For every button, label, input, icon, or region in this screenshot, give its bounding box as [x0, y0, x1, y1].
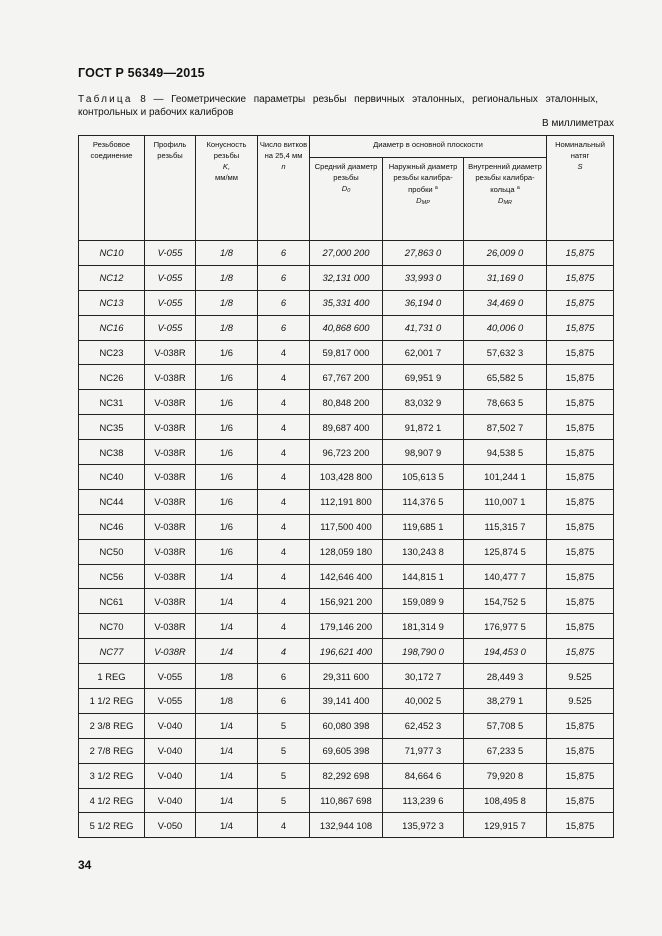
cell-profile: V-040 [145, 738, 196, 763]
cell-inner-diameter: 79,920 8 [464, 763, 547, 788]
cell-connection: 1 1/2 REG [79, 689, 145, 714]
cell-pitch-diameter: 67,767 200 [310, 365, 383, 390]
cell-taper: 1/6 [196, 365, 258, 390]
cell-outer-diameter: 119,685 1 [383, 514, 464, 539]
cell-standoff: 15,875 [547, 365, 614, 390]
cell-outer-diameter: 135,972 3 [383, 813, 464, 838]
cell-threads: 4 [258, 440, 310, 465]
cell-connection: 5 1/2 REG [79, 813, 145, 838]
cell-outer-diameter: 62,001 7 [383, 340, 464, 365]
caption-label: Таблица [78, 94, 133, 105]
cell-profile: V-040 [145, 788, 196, 813]
cell-outer-diameter: 130,243 8 [383, 539, 464, 564]
header-outer-footnote: a [434, 185, 438, 191]
cell-standoff: 15,875 [547, 241, 614, 266]
table-row [79, 290, 614, 315]
cell-taper: 1/6 [196, 489, 258, 514]
cell-outer-diameter: 198,790 0 [383, 639, 464, 664]
cell-pitch-diameter: 117,500 400 [310, 514, 383, 539]
cell-outer-diameter: 71,977 3 [383, 738, 464, 763]
cell-threads: 4 [258, 614, 310, 639]
cell-inner-diameter: 140,477 7 [464, 564, 547, 589]
cell-inner-diameter: 94,538 5 [464, 440, 547, 465]
table-row [79, 713, 614, 738]
header-taper-label: Конусность резьбы [206, 140, 247, 160]
cell-profile: V-050 [145, 813, 196, 838]
cell-profile: V-055 [145, 290, 196, 315]
header-outer-label: Наружный диаметр резьбы калибра-пробки [388, 162, 458, 194]
cell-outer-diameter: 83,032 9 [383, 390, 464, 415]
cell-profile: V-038R [145, 489, 196, 514]
cell-pitch-diameter: 142,646 400 [310, 564, 383, 589]
cell-pitch-diameter: 96,723 200 [310, 440, 383, 465]
cell-standoff: 9.525 [547, 689, 614, 714]
cell-taper: 1/6 [196, 340, 258, 365]
cell-taper: 1/6 [196, 539, 258, 564]
cell-standoff: 15,875 [547, 440, 614, 465]
cell-outer-diameter: 159,089 9 [383, 589, 464, 614]
table-row [79, 315, 614, 340]
table-body [79, 241, 614, 838]
cell-taper: 1/8 [196, 265, 258, 290]
cell-taper: 1/6 [196, 440, 258, 465]
cell-inner-diameter: 67,233 5 [464, 738, 547, 763]
cell-threads: 5 [258, 788, 310, 813]
cell-connection: 3 1/2 REG [79, 763, 145, 788]
cell-standoff: 15,875 [547, 589, 614, 614]
cell-pitch-diameter: 59,817 000 [310, 340, 383, 365]
cell-standoff: 15,875 [547, 639, 614, 664]
cell-threads: 5 [258, 713, 310, 738]
cell-inner-diameter: 110,007 1 [464, 489, 547, 514]
header-outer-symbol: D [416, 196, 422, 205]
cell-outer-diameter: 144,815 1 [383, 564, 464, 589]
table-row [79, 489, 614, 514]
cell-pitch-diameter: 110,867 698 [310, 788, 383, 813]
cell-pitch-diameter: 32,131 000 [310, 265, 383, 290]
cell-standoff: 15,875 [547, 763, 614, 788]
header-profile-label: Профиль резьбы [153, 140, 187, 160]
cell-taper: 1/6 [196, 465, 258, 490]
cell-inner-diameter: 57,632 3 [464, 340, 547, 365]
table-row [79, 763, 614, 788]
header-outer-diameter [383, 158, 464, 241]
cell-inner-diameter: 194,453 0 [464, 639, 547, 664]
table-row [79, 539, 614, 564]
header-inner-footnote: a [516, 185, 520, 191]
units-note: В миллиметрах [542, 118, 614, 129]
cell-taper: 1/4 [196, 813, 258, 838]
cell-connection: NC46 [79, 514, 145, 539]
cell-profile: V-038R [145, 365, 196, 390]
cell-profile: V-055 [145, 265, 196, 290]
cell-connection: NC35 [79, 415, 145, 440]
cell-threads: 4 [258, 639, 310, 664]
header-diameter-group-label: Диаметр в основной плоскости [373, 140, 483, 149]
cell-standoff: 15,875 [547, 315, 614, 340]
cell-connection: NC31 [79, 390, 145, 415]
cell-threads: 5 [258, 738, 310, 763]
cell-connection: NC56 [79, 564, 145, 589]
cell-profile: V-055 [145, 241, 196, 266]
cell-taper: 1/4 [196, 639, 258, 664]
cell-threads: 4 [258, 390, 310, 415]
cell-pitch-diameter: 112,191 800 [310, 489, 383, 514]
cell-taper: 1/4 [196, 614, 258, 639]
cell-taper: 1/4 [196, 589, 258, 614]
cell-profile: V-038R [145, 440, 196, 465]
cell-profile: V-038R [145, 589, 196, 614]
table-row [79, 788, 614, 813]
cell-inner-diameter: 65,582 5 [464, 365, 547, 390]
cell-taper: 1/6 [196, 514, 258, 539]
cell-taper: 1/4 [196, 713, 258, 738]
header-pitch-symbol: D [341, 184, 348, 193]
table-row [79, 689, 614, 714]
cell-standoff: 15,875 [547, 415, 614, 440]
cell-standoff: 15,875 [547, 390, 614, 415]
cell-threads: 4 [258, 539, 310, 564]
cell-pitch-diameter: 35,331 400 [310, 290, 383, 315]
cell-profile: V-038R [145, 340, 196, 365]
cell-inner-diameter: 31,169 0 [464, 265, 547, 290]
header-taper-symbol: K, [222, 162, 231, 171]
cell-pitch-diameter: 82,292 698 [310, 763, 383, 788]
cell-outer-diameter: 181,314 9 [383, 614, 464, 639]
cell-pitch-diameter: 156,921 200 [310, 589, 383, 614]
cell-outer-diameter: 27,863 0 [383, 241, 464, 266]
cell-standoff: 15,875 [547, 489, 614, 514]
cell-inner-diameter: 101,244 1 [464, 465, 547, 490]
cell-inner-diameter: 34,469 0 [464, 290, 547, 315]
header-diameter-group [310, 136, 547, 158]
cell-connection: NC13 [79, 290, 145, 315]
cell-standoff: 15,875 [547, 290, 614, 315]
table-row [79, 614, 614, 639]
cell-outer-diameter: 91,872 1 [383, 415, 464, 440]
header-profile [145, 136, 196, 241]
cell-outer-diameter: 33,993 0 [383, 265, 464, 290]
cell-inner-diameter: 28,449 3 [464, 664, 547, 689]
cell-profile: V-055 [145, 664, 196, 689]
cell-threads: 6 [258, 290, 310, 315]
standard-header: ГОСТ Р 56349—2015 [78, 66, 205, 80]
cell-taper: 1/4 [196, 763, 258, 788]
cell-profile: V-038R [145, 465, 196, 490]
cell-connection: NC12 [79, 265, 145, 290]
cell-profile: V-038R [145, 564, 196, 589]
cell-threads: 4 [258, 489, 310, 514]
header-outer-subscript: MP [421, 200, 430, 206]
cell-profile: V-038R [145, 639, 196, 664]
cell-pitch-diameter: 196,621 400 [310, 639, 383, 664]
cell-outer-diameter: 30,172 7 [383, 664, 464, 689]
header-threads-label: Число витков на 25,4 мм [259, 140, 308, 160]
cell-pitch-diameter: 60,080 398 [310, 713, 383, 738]
cell-profile: V-038R [145, 390, 196, 415]
cell-taper: 1/8 [196, 315, 258, 340]
cell-standoff: 15,875 [547, 564, 614, 589]
table-row [79, 365, 614, 390]
cell-pitch-diameter: 69,605 398 [310, 738, 383, 763]
cell-connection: NC38 [79, 440, 145, 465]
header-pitch-subscript: 0 [347, 188, 351, 194]
table-row [79, 390, 614, 415]
cell-standoff: 15,875 [547, 738, 614, 763]
header-threads-symbol: n [281, 162, 286, 171]
header-inner-symbol: D [497, 196, 504, 205]
cell-pitch-diameter: 39,141 400 [310, 689, 383, 714]
cell-threads: 4 [258, 813, 310, 838]
table-row [79, 440, 614, 465]
cell-taper: 1/6 [196, 390, 258, 415]
table-row [79, 265, 614, 290]
cell-threads: 4 [258, 465, 310, 490]
cell-standoff: 15,875 [547, 539, 614, 564]
cell-connection: NC40 [79, 465, 145, 490]
cell-inner-diameter: 40,006 0 [464, 315, 547, 340]
cell-inner-diameter: 87,502 7 [464, 415, 547, 440]
cell-connection: 2 3/8 REG [79, 713, 145, 738]
cell-connection: NC50 [79, 539, 145, 564]
cell-threads: 4 [258, 415, 310, 440]
cell-outer-diameter: 114,376 5 [383, 489, 464, 514]
cell-taper: 1/8 [196, 290, 258, 315]
cell-outer-diameter: 36,194 0 [383, 290, 464, 315]
cell-threads: 6 [258, 241, 310, 266]
table-caption [78, 93, 598, 119]
cell-threads: 6 [258, 315, 310, 340]
header-taper [196, 136, 258, 241]
cell-taper: 1/8 [196, 664, 258, 689]
cell-threads: 4 [258, 514, 310, 539]
cell-pitch-diameter: 128,059 180 [310, 539, 383, 564]
cell-pitch-diameter: 103,428 800 [310, 465, 383, 490]
header-connection [79, 136, 145, 241]
cell-connection: NC26 [79, 365, 145, 390]
cell-inner-diameter: 78,663 5 [464, 390, 547, 415]
cell-taper: 1/8 [196, 241, 258, 266]
caption-number: 8 [140, 94, 146, 105]
cell-threads: 6 [258, 664, 310, 689]
cell-outer-diameter: 113,239 6 [383, 788, 464, 813]
cell-outer-diameter: 84,664 6 [383, 763, 464, 788]
thread-parameters-table [78, 135, 614, 838]
cell-standoff: 15,875 [547, 788, 614, 813]
cell-pitch-diameter: 179,146 200 [310, 614, 383, 639]
table-row [79, 639, 614, 664]
header-pitch-diameter [310, 158, 383, 241]
cell-threads: 4 [258, 340, 310, 365]
header-standoff-label: Номинальный натяг [555, 140, 605, 160]
cell-inner-diameter: 176,977 5 [464, 614, 547, 639]
cell-connection: NC23 [79, 340, 145, 365]
table-row [79, 241, 614, 266]
cell-standoff: 9.525 [547, 664, 614, 689]
cell-pitch-diameter: 89,687 400 [310, 415, 383, 440]
cell-profile: V-038R [145, 614, 196, 639]
cell-standoff: 15,875 [547, 813, 614, 838]
cell-taper: 1/4 [196, 564, 258, 589]
header-standoff [547, 136, 614, 241]
cell-outer-diameter: 105,613 5 [383, 465, 464, 490]
cell-standoff: 15,875 [547, 614, 614, 639]
header-connection-label: Резьбовое соединение [90, 140, 133, 160]
cell-outer-diameter: 40,002 5 [383, 689, 464, 714]
cell-taper: 1/4 [196, 788, 258, 813]
cell-threads: 4 [258, 564, 310, 589]
cell-profile: V-040 [145, 763, 196, 788]
cell-threads: 6 [258, 689, 310, 714]
cell-connection: 4 1/2 REG [79, 788, 145, 813]
cell-profile: V-055 [145, 689, 196, 714]
cell-taper: 1/6 [196, 415, 258, 440]
cell-standoff: 15,875 [547, 265, 614, 290]
cell-taper: 1/4 [196, 738, 258, 763]
cell-pitch-diameter: 40,868 600 [310, 315, 383, 340]
cell-connection: NC70 [79, 614, 145, 639]
cell-connection: 1 REG [79, 664, 145, 689]
cell-standoff: 15,875 [547, 465, 614, 490]
cell-inner-diameter: 154,752 5 [464, 589, 547, 614]
cell-inner-diameter: 115,315 7 [464, 514, 547, 539]
page-number: 34 [78, 858, 92, 872]
cell-threads: 4 [258, 589, 310, 614]
cell-standoff: 15,875 [547, 713, 614, 738]
table-row [79, 813, 614, 838]
table-row [79, 340, 614, 365]
table-row [79, 415, 614, 440]
cell-connection: NC16 [79, 315, 145, 340]
cell-connection: 2 7/8 REG [79, 738, 145, 763]
cell-pitch-diameter: 132,944 108 [310, 813, 383, 838]
table-row [79, 465, 614, 490]
cell-profile: V-038R [145, 539, 196, 564]
cell-profile: V-055 [145, 315, 196, 340]
cell-connection: NC77 [79, 639, 145, 664]
cell-connection: NC44 [79, 489, 145, 514]
cell-outer-diameter: 98,907 9 [383, 440, 464, 465]
cell-pitch-diameter: 80,848 200 [310, 390, 383, 415]
cell-pitch-diameter: 27,000 200 [310, 241, 383, 266]
cell-threads: 6 [258, 265, 310, 290]
cell-outer-diameter: 62,452 3 [383, 713, 464, 738]
table-row [79, 514, 614, 539]
cell-outer-diameter: 41,731 0 [383, 315, 464, 340]
header-taper-unit: мм/мм [215, 173, 238, 182]
cell-inner-diameter: 108,495 8 [464, 788, 547, 813]
cell-profile: V-040 [145, 713, 196, 738]
header-threads [258, 136, 310, 241]
header-inner-label: Внутренний диаметр резьбы калибра-кольца [468, 162, 542, 194]
header-inner-diameter [464, 158, 547, 241]
caption-text: — Геометрические параметры резьбы первичных эталонных, региональных эталонных, контрольных и рабочих калибров [78, 94, 598, 118]
cell-inner-diameter: 129,915 7 [464, 813, 547, 838]
table-row [79, 738, 614, 763]
header-standoff-symbol: S [577, 162, 583, 171]
cell-inner-diameter: 26,009 0 [464, 241, 547, 266]
header-pitch-label: Средний диаметр резьбы [314, 162, 378, 182]
cell-inner-diameter: 125,874 5 [464, 539, 547, 564]
cell-pitch-diameter: 29,311 600 [310, 664, 383, 689]
cell-standoff: 15,875 [547, 514, 614, 539]
cell-profile: V-038R [145, 514, 196, 539]
cell-profile: V-038R [145, 415, 196, 440]
cell-inner-diameter: 38,279 1 [464, 689, 547, 714]
cell-connection: NC10 [79, 241, 145, 266]
cell-taper: 1/8 [196, 689, 258, 714]
table-row [79, 564, 614, 589]
table-row [79, 664, 614, 689]
cell-connection: NC61 [79, 589, 145, 614]
table-row [79, 589, 614, 614]
header-inner-subscript: MR [503, 200, 513, 206]
cell-inner-diameter: 57,708 5 [464, 713, 547, 738]
cell-outer-diameter: 69,951 9 [383, 365, 464, 390]
cell-standoff: 15,875 [547, 340, 614, 365]
cell-threads: 4 [258, 365, 310, 390]
cell-threads: 5 [258, 763, 310, 788]
